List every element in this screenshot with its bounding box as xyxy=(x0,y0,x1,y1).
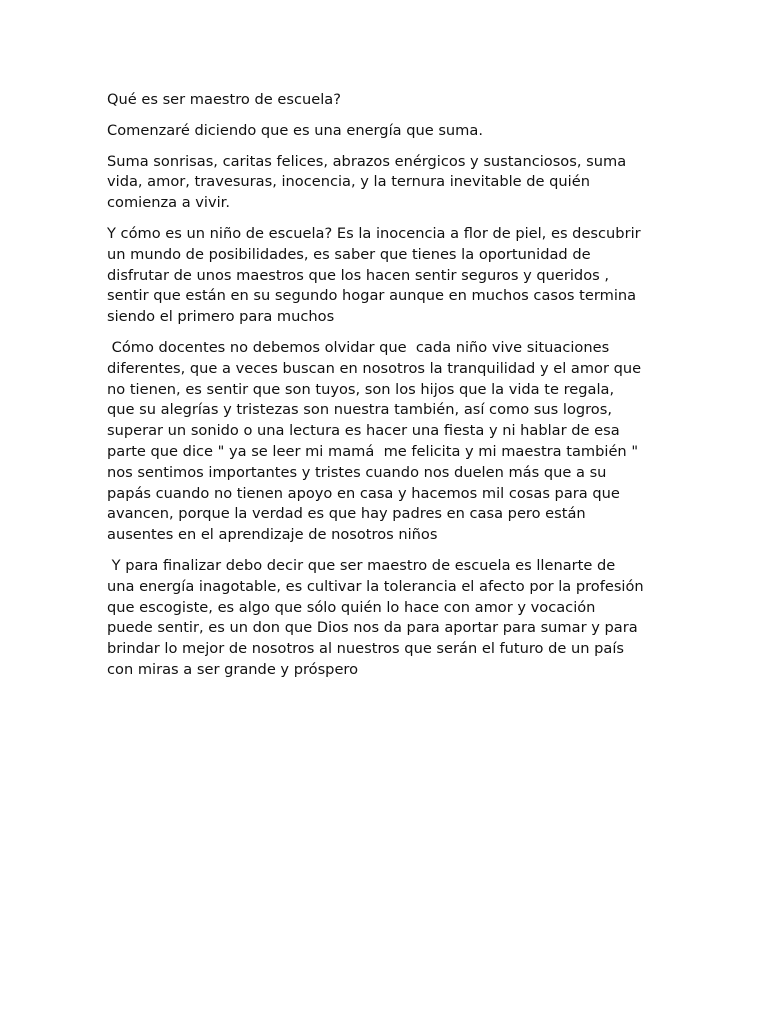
text-line: Y para finalizar debo decir que ser maestro de escuela es llenarte de xyxy=(107,556,616,574)
text-line: Cómo docentes no debemos olvidar que cada niño vive situaciones xyxy=(107,338,610,356)
text-line: disfrutar de unos maestros que los hacen sentir seguros y queridos , xyxy=(107,266,610,284)
paragraph-nino-de-escuela xyxy=(107,224,667,328)
text-line: avancen, porque la verdad es que hay padres en casa pero están xyxy=(107,505,586,523)
text-line: parte que dice " ya se leer mi mamá me felicita y mi maestra también " xyxy=(107,442,639,460)
text-line: nos sentimos importantes y tristes cuando nos duelen más que a su xyxy=(107,463,607,481)
text-line: que su alegrías y tristezas son nuestra también, así como sus logros, xyxy=(107,401,612,419)
text-line: vida, amor, travesuras, inocencia, y la ternura inevitable de quién xyxy=(107,173,590,191)
document-page xyxy=(107,90,667,691)
text-line: comienza a vivir. xyxy=(107,194,230,212)
text-line: superar un sonido o una lectura es hacer una fiesta y ni hablar de esa xyxy=(107,422,620,440)
text-line: Comenzaré diciendo que es una energía que suma. xyxy=(107,121,483,139)
text-line: con miras a ser grande y próspero xyxy=(107,660,359,678)
text-line: sentir que están en su segundo hogar aunque en muchos casos termina xyxy=(107,287,637,305)
text-line: papás cuando no tienen apoyo en casa y hacemos mil cosas para que xyxy=(107,484,620,502)
text-line: diferentes, que a veces buscan en nosotros la tranquilidad y el amor que xyxy=(107,359,642,377)
paragraph-intro xyxy=(107,121,667,142)
paragraph-conclusion xyxy=(107,556,667,681)
text-line: ausentes en el aprendizaje de nosotros niños xyxy=(107,526,438,544)
text-line: una energía inagotable, es cultivar la tolerancia el afecto por la profesión xyxy=(107,577,644,595)
paragraph-question-title xyxy=(107,90,667,111)
text-line: Suma sonrisas, caritas felices, abrazos enérgicos y sustanciosos, suma xyxy=(107,152,627,170)
text-line: puede sentir, es un don que Dios nos da para aportar para sumar y para xyxy=(107,619,638,637)
text-line: un mundo de posibilidades, es saber que tienes la oportunidad de xyxy=(107,245,591,263)
text-line: no tienen, es sentir que son tuyos, son los hijos que la vida te regala, xyxy=(107,380,615,398)
paragraph-suma xyxy=(107,152,667,214)
text-line: Qué es ser maestro de escuela? xyxy=(107,91,341,108)
paragraph-docentes xyxy=(107,338,667,546)
text-line: Y cómo es un niño de escuela? Es la inocencia a flor de piel, es descubrir xyxy=(107,224,641,242)
text-line: que escogiste, es algo que sólo quién lo hace con amor y vocación xyxy=(107,598,596,616)
text-line: brindar lo mejor de nosotros al nuestros que serán el futuro de un país xyxy=(107,640,625,658)
text-line: siendo el primero para muchos xyxy=(107,308,335,326)
